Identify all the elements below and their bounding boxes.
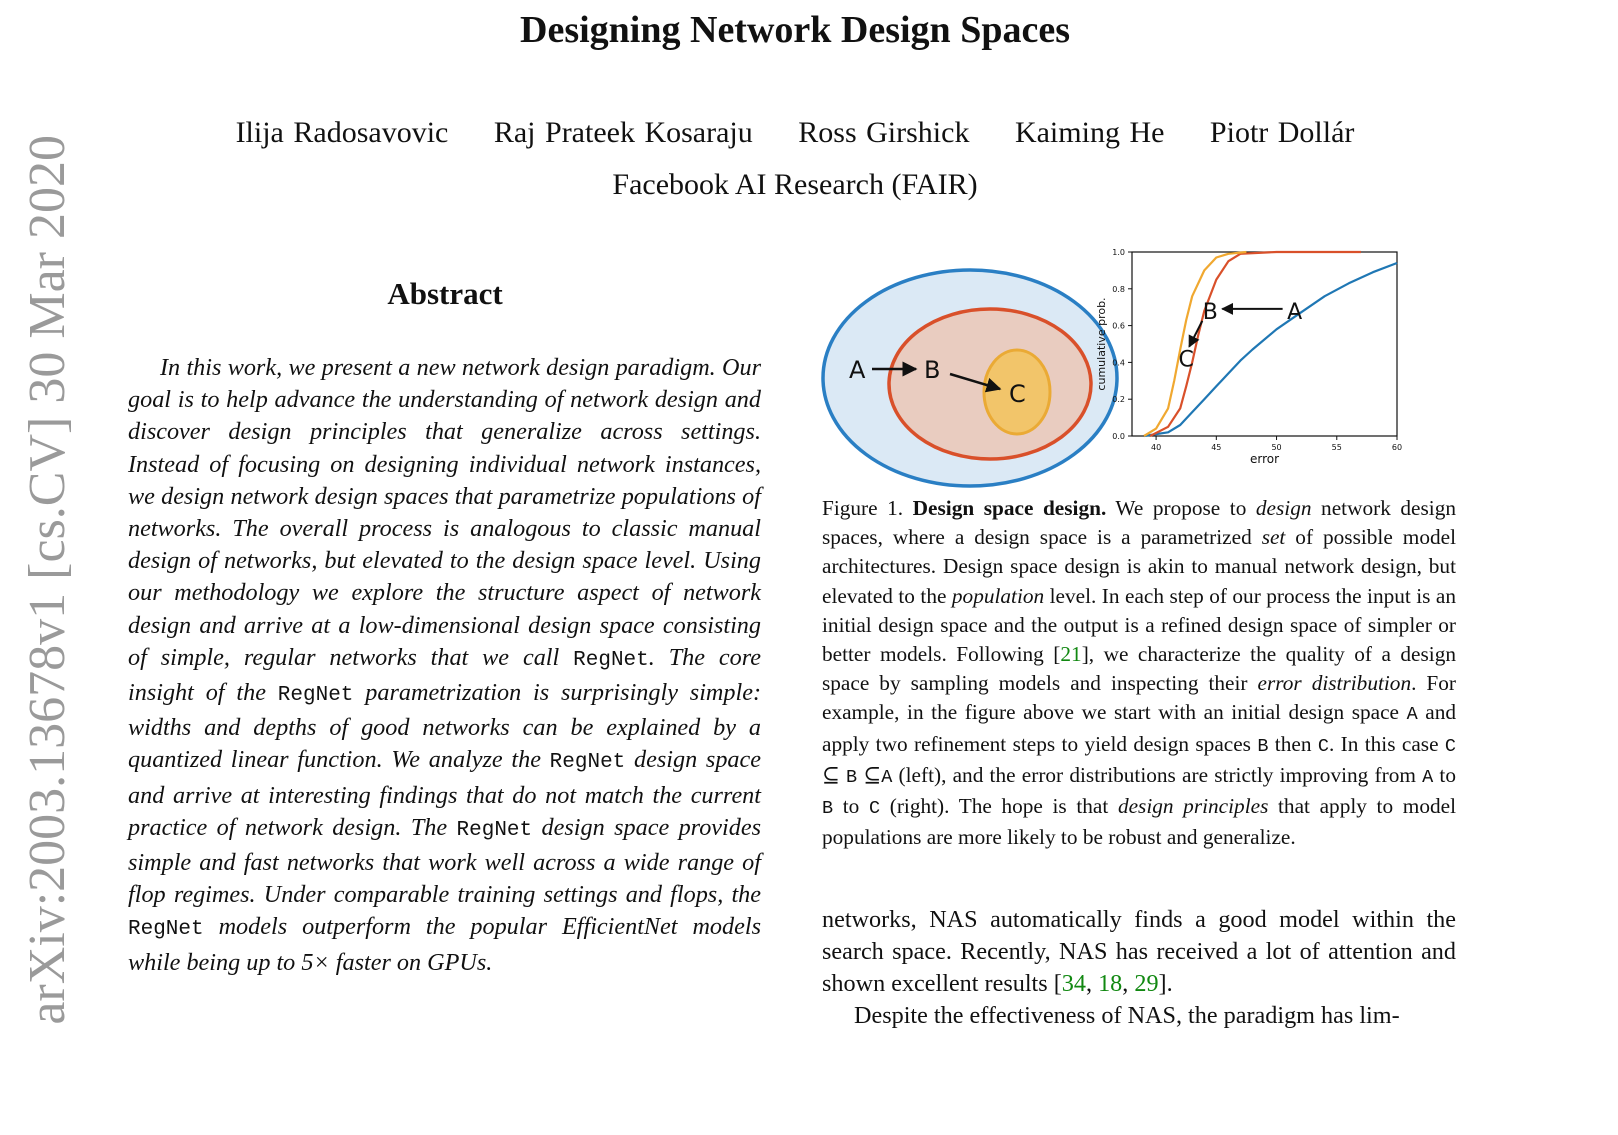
code-term: B [846,766,858,788]
code-term: C [868,798,881,820]
x-axis-label: error [1249,452,1280,466]
emphasis-text: design [1255,496,1312,520]
text-run: level. In each step of our process the input is an initial design space and the output is a refined design space of simpler or better models. Following [ [822,583,1457,667]
y-tick-label: 0.8 [1112,284,1125,294]
citation-link[interactable]: 29 [1134,970,1159,998]
abstract-heading: Abstract [387,276,503,311]
code-term: B [1257,735,1269,757]
citation-link[interactable]: 34 [1061,970,1086,998]
code-term: B [822,798,834,820]
x-tick-label: 55 [1331,443,1342,452]
venn-label-c: C [1009,380,1026,408]
caption-bold-title: Design space design. [912,496,1107,520]
author-name: Piotr Dollár [1209,116,1355,149]
code-term: A [1422,766,1434,788]
author-name: Ilija Radosavovic [235,116,449,149]
text-run: network design spaces, where a design space is a parametrized [822,496,1456,550]
chart-annotation-a: A [1287,299,1303,325]
text-run: and apply two refinement steps to yield design spaces [822,700,1457,756]
text-run: that apply to model populations are more likely to be robust and generalize. [822,794,1456,850]
figure-caption [822,494,1456,852]
chart-annotation-c: C [1178,347,1194,373]
y-tick-label: 0.2 [1112,395,1125,405]
text-run: ], we characterize the quality of a design space by sampling models and inspecting their [822,642,1456,696]
code-term: C [1444,735,1456,757]
text-run: then [1268,731,1318,756]
text-run: . In this case [1328,731,1445,756]
venn-diagram [823,270,1117,486]
text-run: (right). The hope is that [880,794,1118,819]
abstract-text-run: In this work, we present a new network design paradigm. Our goal is to help advance the understanding of network design and discover design principles that generalize across settings. Instead of focusing on designing individual network instances, we design network design spaces that parametrize populations of networks. The overall process is analogous to classic manual design of networks, but elevated to the design space level. Using our methodology we explore the structure aspect of network design and arrive at a low-dimensional design space consisting of simple, regular networks that we call [128,354,761,671]
code-term: C [1317,735,1329,757]
venn-label-a: A [849,356,866,384]
author-list [0,116,1590,150]
y-tick-label: 0.4 [1112,358,1125,368]
code-term: RegNet [549,751,626,775]
text-run: ⊆ [822,762,847,787]
error-cdf-chart [1095,248,1402,466]
author-name: Kaiming He [1014,116,1165,149]
y-tick-label: 0.0 [1112,432,1125,441]
y-axis-label: cumulative prob. [1095,297,1108,391]
abstract-text-run: design space and arrive at interesting findings that do not match the current practice of network design. The [128,746,761,841]
text-run: . For example, in the figure above we start with an initial design space [822,671,1457,725]
abstract-text-run: parametrization is surprisingly simple: widths and depths of good networks can be explained by a quantized linear function. We analyze the [128,679,761,774]
text-run: , [1122,970,1135,998]
affiliation: Facebook AI Research (FAIR) [612,168,978,201]
body-paragraph-start: Despite the effectiveness of NAS, the paradigm has lim- [854,1002,1400,1029]
y-tick-label: 0.6 [1112,321,1125,331]
author-name: Ross Girshick [798,116,970,149]
code-term: RegNet [456,818,533,842]
code-term: RegNet [277,684,354,708]
abstract-text-run: . The core insight of the [128,643,761,707]
text-run: ]. [1158,970,1173,998]
emphasis-text: set [1261,525,1286,550]
text-run: networks, NAS automatically finds a good model within the search space. Recently, NAS has received a lot of attention and shown excellent results [ [822,906,1456,998]
text-run: Figure 1. [822,496,913,520]
citation-link[interactable]: 21 [1060,642,1082,667]
citation-link[interactable]: 18 [1098,970,1123,998]
emphasis-text: design principles [1117,794,1269,819]
abstract-text [128,352,761,979]
text-run: to [1433,762,1457,787]
venn-label-b: B [924,356,941,384]
x-tick-label: 50 [1271,443,1282,452]
text-run: of possible model architectures. Design space design is akin to manual network design, but elevated to the [822,525,1456,608]
emphasis-text: population [951,583,1045,608]
abstract-text-run: design space provides simple and fast networks that work well across a wide range of flop regimes. Under comparable training settings and flops, the [128,813,761,909]
paper-title: Designing Network Design Spaces [520,9,1070,51]
figure-1 [815,248,1455,488]
text-run: (left), and the error distributions are strictly improving from [892,762,1423,787]
text-run: , [1085,970,1099,998]
x-tick-label: 40 [1150,443,1162,452]
author-name: Raj Prateek Kosaraju [493,116,753,149]
code-term: A [1406,704,1418,726]
abstract-text-run: models outperform the popular EfficientNet models while being up to 5× faster on GPUs. [128,913,761,976]
arxiv-sidebar-stamp: arXiv:2003.13678v1 [cs.CV] 30 Mar 2020 [19,135,76,1025]
text-run: ⊆ [857,762,882,787]
code-term: A [881,766,893,788]
code-term: RegNet [128,918,204,942]
text-run: We propose to [1106,496,1256,520]
y-tick-label: 1.0 [1112,248,1125,257]
x-tick-label: 60 [1391,443,1403,452]
text-run: to [833,794,869,819]
body-paragraph [822,904,1456,1001]
emphasis-text: error distribution [1257,671,1412,696]
chart-annotation-b: B [1202,299,1218,325]
code-term: RegNet [573,648,649,672]
x-tick-label: 45 [1211,443,1222,452]
